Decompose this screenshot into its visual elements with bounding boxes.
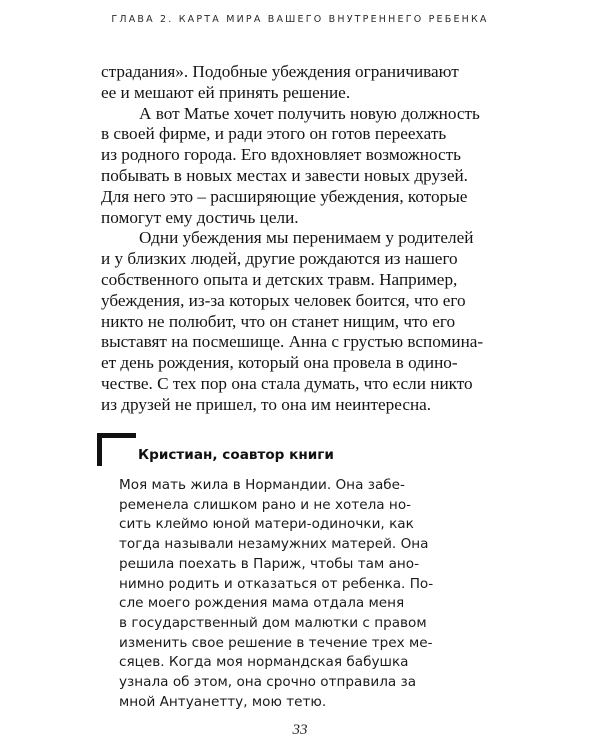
text-line: убеждения, из-за которых человек боится, что его bbox=[101, 290, 466, 310]
text-line: собственного опыта и детских травм. Например, bbox=[101, 269, 458, 289]
text-line: Одни убеждения мы перенимаем у родителей bbox=[139, 228, 474, 248]
aside-line: нимно родить и отказаться от ребенка. По- bbox=[119, 575, 434, 592]
aside-corner-bracket bbox=[97, 433, 136, 466]
aside-line: в государственный дом малютки с правом bbox=[119, 614, 427, 631]
aside-title: Кристиан, соавтор книги bbox=[138, 447, 334, 463]
main-text bbox=[101, 62, 499, 416]
text-line: помогут ему достичь цели. bbox=[101, 207, 299, 227]
aside-text bbox=[119, 476, 519, 712]
aside-line: ременела слишком рано и не хотела но- bbox=[119, 496, 412, 513]
text-line: побывать в новых местах и завести новых друзей. bbox=[101, 165, 468, 185]
text-line: ет день рождения, который она провела в одино- bbox=[101, 353, 458, 373]
text-line: страдания». Подобные убеждения ограничивают bbox=[101, 62, 459, 81]
text-line: в своей фирме, и ради этого он готов переехать bbox=[101, 124, 447, 144]
text-line: ее и мешают ей принять решение. bbox=[101, 82, 351, 102]
text-line: и у близких людей, другие рождаются из нашего bbox=[101, 249, 458, 269]
aside-line: узнала об этом, она срочно отправила за bbox=[119, 674, 417, 691]
aside-line: тогда называли незамужних матерей. Она bbox=[119, 536, 429, 553]
aside-line: сить клеймо юной матери-одиночки, как bbox=[119, 516, 414, 533]
text-line: Для него это – расширяющие убеждения, которые bbox=[101, 186, 468, 206]
text-line: из родного города. Его вдохновляет возможность bbox=[101, 145, 461, 165]
aside-line: изменить свое решение в течение трех ме- bbox=[119, 634, 433, 651]
text-line: А вот Матье хочет получить новую должность bbox=[139, 103, 480, 123]
text-line: никто не полюбит, что он станет нищим, что его bbox=[101, 311, 456, 331]
running-head: ГЛАВА 2. КАРТА МИРА ВАШЕГО ВНУТРЕННЕГО РЕБЕНКА bbox=[111, 14, 489, 25]
aside-line: мной Антуанетту, мою тетю. bbox=[119, 693, 327, 710]
aside-line: сле моего рождения мама отдала меня bbox=[119, 595, 405, 612]
aside-line: решила поехать в Париж, чтобы там ано- bbox=[119, 555, 420, 572]
page-number: 33 bbox=[292, 722, 308, 738]
text-line: выставят на посмешище. Анна с грустью вспомина- bbox=[101, 332, 484, 352]
text-line: из друзей не пришел, то она им неинтересна. bbox=[101, 394, 432, 414]
aside-line: Моя мать жила в Нормандии. Она забе- bbox=[119, 477, 405, 493]
aside-line: сяцев. Когда моя нормандская бабушка bbox=[119, 654, 409, 671]
text-line: честве. С тех пор она стала думать, что если никто bbox=[101, 373, 473, 393]
